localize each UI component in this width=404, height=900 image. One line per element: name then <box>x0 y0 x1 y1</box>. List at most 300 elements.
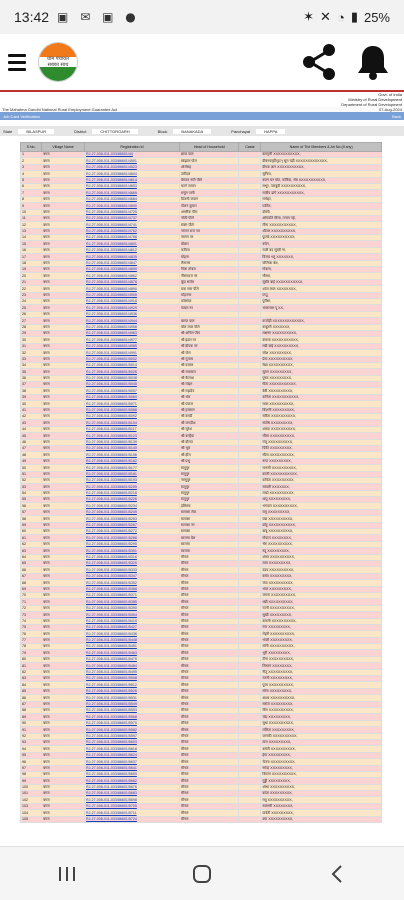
cell-regid[interactable]: RJ-27-008-011-033/86601/5676 <box>84 784 179 790</box>
cell-regid[interactable]: RJ-27-008-011-033/86601/5045 <box>84 382 179 388</box>
cell-members: सरोज XXXXXXXXX, <box>261 701 382 707</box>
cell-village: बगरा <box>42 554 85 560</box>
cell-head: मीनल <box>179 688 239 694</box>
cell-head: सलासा <box>179 529 239 535</box>
cell-sno: 63 <box>21 548 42 554</box>
cell-head: श्री प्रभु <box>179 458 239 464</box>
cell-regid[interactable]: RJ-27-008-011-033/86601/5568 <box>84 714 179 720</box>
cell-head: नरलन नर <box>179 235 239 241</box>
cell-head: मीनल <box>179 759 239 765</box>
cell-sno: 30 <box>21 337 42 343</box>
cell-members: पुष्पा XXXXXXXXX, <box>261 375 382 381</box>
cell-head: श्री दौलत <box>179 439 239 445</box>
cell-village: बगरा <box>42 535 85 541</box>
cell-head: पाबल नर <box>179 305 239 311</box>
cell-head: मीनल <box>179 695 239 701</box>
cell-village: बगरा <box>42 279 85 285</box>
cell-members: दीबनवसृति(ह?) सुम चड़ी XXXXXXXXXXXXX, <box>261 158 382 164</box>
cell-village: बगरा <box>42 433 85 439</box>
cell-regid[interactable]: RJ-27-008-011-033/86601/4918 <box>84 298 179 304</box>
cell-regid[interactable]: RJ-27-008-011-033/86601/5002 <box>84 356 179 362</box>
cell-members: विजय भटू XXXXXXX, <box>261 254 382 260</box>
cell-regid[interactable]: RJ-27-008-011-033/86601/5218 <box>84 490 179 496</box>
signal-icon: ✶ <box>303 9 315 24</box>
cell-head: मीनल <box>179 663 239 669</box>
cell-regid[interactable]: RJ-27-008-011-033/86601/5624 <box>84 752 179 758</box>
panchayat-label: Panchayat <box>231 128 251 134</box>
cell-village: बगरा <box>42 394 85 400</box>
cell-regid[interactable]: RJ-27-008-011-033/86601/5451 <box>84 644 179 650</box>
cell-regid[interactable]: RJ-27-008-011-033/86601/5057 <box>84 388 179 394</box>
cell-regid[interactable]: RJ-27-008-011-033/86601/5301 <box>84 548 179 554</box>
cell-members: बेबी XXXXXXXXXX, <box>261 388 382 394</box>
cell-regid[interactable]: RJ-27-008-011-033/86601/5419 <box>84 618 179 624</box>
cell-regid[interactable]: RJ-27-008-011-033/86601/5427 <box>84 624 179 630</box>
cell-village: बगरा <box>42 465 85 471</box>
cell-village: बगरा <box>42 203 85 209</box>
cell-head: पिला तोबरा <box>179 267 239 273</box>
cell-regid[interactable]: RJ-27-008-011-033/86601/4936 <box>84 311 179 317</box>
cell-regid[interactable]: RJ-27-008-011-033/86601/4741 <box>84 222 179 228</box>
cell-head: मीनल <box>179 599 239 605</box>
cell-regid[interactable]: RJ-27-008-011-033/86601/4501 <box>84 158 179 164</box>
cell-members: सूनिता, <box>261 171 382 177</box>
cell-members: भंवरी XXXXXXXXX, <box>261 637 382 643</box>
cell-regid[interactable]: RJ-27-008-011-033/86601/5705 <box>84 803 179 809</box>
cell-regid[interactable]: RJ-27-008-011-033/86601/5526 <box>84 688 179 694</box>
cell-village: बगरा <box>42 471 85 477</box>
cell-sno: 14 <box>21 235 42 241</box>
cell-sno: 45 <box>21 433 42 439</box>
cell-regid[interactable]: RJ-27-008-011-033/86601/5193 <box>84 477 179 483</box>
cell-sno: 78 <box>21 644 42 650</box>
cell-head: सलुपुर <box>179 497 239 503</box>
cell-members: रामा XXXXXXXXX, <box>261 561 382 567</box>
cell-members: गीता XXXXXXXXXXX, <box>261 382 382 388</box>
cell-village: बगरा <box>42 350 85 356</box>
logo-line-2: सबका साथ <box>47 62 69 68</box>
cell-sno: 72 <box>21 605 42 611</box>
cell-regid[interactable]: RJ-27-008-011-033/86601/5205 <box>84 484 179 490</box>
cell-head: सालमा बेल <box>179 535 239 541</box>
cell-members: सिमरन XXXXXXXX, <box>261 663 382 669</box>
cell-regid[interactable]: RJ-27-008-011-033/86601/5404 <box>84 612 179 618</box>
cell-head: मीनल <box>179 752 239 758</box>
cell-members: चंदा XXXXXXXXX, <box>261 714 382 720</box>
cell-head: श्री दरबार <box>179 362 239 368</box>
cell-regid[interactable]: RJ-27-008-011-033/86601/5320 <box>84 561 179 567</box>
cell-members: लक्ष्मण XXXXXXXXXX, <box>261 330 382 336</box>
cell-regid[interactable]: RJ-27-008-011-033/86601/5436 <box>84 631 179 637</box>
cell-sno: 68 <box>21 580 42 586</box>
cell-members: पकील, <box>261 203 382 209</box>
cell-members: लीला XXXXXXXXXX, <box>261 433 382 439</box>
cell-village: बगरा <box>42 183 85 189</box>
cell-members: पुरीसा, <box>261 298 382 304</box>
cell-village: बगरा <box>42 196 85 202</box>
cell-village: बगरा <box>42 414 85 420</box>
cell-regid[interactable]: RJ-27-008-011-033/86601/5371 <box>84 592 179 598</box>
cell-regid[interactable]: RJ-27-008-011-033/86601/5385 <box>84 599 179 605</box>
cell-members: राजीव ढांगे XXXXXXXXXXX, <box>261 190 382 196</box>
cell-sno: 74 <box>21 618 42 624</box>
cell-regid[interactable]: RJ-27-008-011-033/86601/4944 <box>84 318 179 324</box>
cell-sno: 9 <box>21 203 42 209</box>
cell-regid[interactable]: RJ-27-008-011-033/86601/4859 <box>84 267 179 273</box>
cell-sno: 100 <box>21 784 42 790</box>
share-icon[interactable] <box>300 43 338 81</box>
cell-regid[interactable]: RJ-27-008-011-033/86601/5234 <box>84 503 179 509</box>
cell-sno: 77 <box>21 637 42 643</box>
cell-members: सांवली XXXXXXX, <box>261 484 382 490</box>
recents-button[interactable] <box>47 859 87 889</box>
cell-village: बगरा <box>42 286 85 292</box>
cell-regid[interactable]: RJ-27-008-011-033/86601/4653 <box>84 183 179 189</box>
cell-members: कांता XXXXXXXXX, <box>261 791 382 797</box>
cell-regid[interactable]: RJ-27-008-011-033/86601/4929 <box>84 305 179 311</box>
cell-sno: 2 <box>21 158 42 164</box>
cell-sno: 8 <box>21 196 42 202</box>
cell-regid[interactable]: RJ-27-008-011-033/86601/5088 <box>84 407 179 413</box>
cell-head: श्री रामलाल <box>179 369 239 375</box>
cell-regid[interactable]: RJ-27-008-011-033/86601/5390 <box>84 605 179 611</box>
cell-members: दोस्ती, <box>261 209 382 215</box>
cell-regid[interactable]: RJ-27-008-011-033/86601/4523 <box>84 164 179 170</box>
cell-sno: 19 <box>21 267 42 273</box>
cell-regid[interactable]: RJ-27-008-011-033/86601/5026 <box>84 369 179 375</box>
cell-sno: 43 <box>21 420 42 426</box>
notification-icons: ▣ ✉ ▣ ● <box>57 10 140 24</box>
cell-regid[interactable]: RJ-27-008-011-033/86601/4905 <box>84 292 179 298</box>
cell-sno: 38 <box>21 388 42 394</box>
cell-village: बगरा <box>42 337 85 343</box>
cell-village: बगरा <box>42 324 85 330</box>
cell-sno: 80 <box>21 656 42 662</box>
cell-regid[interactable]: RJ-27-008-011-033/86601/5123 <box>84 433 179 439</box>
cell-village: बगरा <box>42 407 85 413</box>
cell-village: बगरा <box>42 445 85 451</box>
cell-members: चंपा XXXXXXXXXX, <box>261 580 382 586</box>
cell-members: रतनी XXXXXXXXXX, <box>261 605 382 611</box>
cell-members: सरिता XXXXXXXXXX, <box>261 414 382 420</box>
cell-regid[interactable]: RJ-27-008-011-033/86601/5295 <box>84 541 179 547</box>
cell-regid[interactable]: RJ-27-008-011-033/86601/5570 <box>84 720 179 726</box>
cell-members: जानकी XXXXXXXXXX, <box>261 733 382 739</box>
cell-head: पोलन कुमार <box>179 203 239 209</box>
cell-village: बगरा <box>42 682 85 688</box>
cell-head: मीनल <box>179 644 239 650</box>
cell-members: शीतल XXXXXXXXXX, <box>261 228 382 234</box>
cell-regid[interactable]: RJ-27-008-011-033/86601/4991 <box>84 350 179 356</box>
cell-members: दीपक ज्ञान XXXXXXXXXXX, <box>261 164 382 170</box>
cell-regid[interactable]: RJ-27-008-011-033/86601/5347 <box>84 573 179 579</box>
cell-members: संतोष XXXXXXXXX, <box>261 420 382 426</box>
cell-head: बराज पाल <box>179 318 239 324</box>
cell-village: बगरा <box>42 420 85 426</box>
cell-head: मीनल <box>179 618 239 624</box>
back-button[interactable] <box>317 859 357 889</box>
cell-sno: 17 <box>21 254 42 260</box>
cell-regid[interactable]: RJ-27-008-011-033/86601/5104 <box>84 420 179 426</box>
cell-regid[interactable]: RJ-27-008-011-033/86601/5092 <box>84 414 179 420</box>
cell-village: बगरा <box>42 318 85 324</box>
cell-village: बगरा <box>42 401 85 407</box>
cell-village: बगरा <box>42 765 85 771</box>
cell-village: बगरा <box>42 222 85 228</box>
cell-regid[interactable]: RJ-27-008-011-033/86601/5448 <box>84 637 179 643</box>
cell-village: बगरा <box>42 644 85 650</box>
system-nav-bar <box>0 846 404 900</box>
cell-head: मीनल <box>179 797 239 803</box>
cell-members: पन्ना XXXXXXXXXX, <box>261 516 382 522</box>
web-view[interactable] <box>0 90 404 846</box>
cell-regid[interactable]: RJ-27-008-011-033/86601/5582 <box>84 727 179 733</box>
cell-regid[interactable]: RJ-27-008-011-033/86601/4801 <box>84 241 179 247</box>
cell-members: सोना XXXXXXXXX, <box>261 688 382 694</box>
cell-regid[interactable]: RJ-27-008-011-033/86601/5368 <box>84 586 179 592</box>
cell-regid[interactable]: RJ-27-008-011-033/86601/5531 <box>84 695 179 701</box>
cell-sno: 15 <box>21 241 42 247</box>
cell-head: सलासा नर <box>179 522 239 528</box>
cell-regid[interactable]: RJ-27-008-011-033/86601/5641 <box>84 765 179 771</box>
cell-members: जमना XXXXXXXXXX, <box>261 592 382 598</box>
gov-header <box>0 92 404 107</box>
cell-regid[interactable]: RJ-27-008-011-033/86601/4684 <box>84 196 179 202</box>
cell-regid[interactable]: RJ-27-008-011-033/86601/5495 <box>84 669 179 675</box>
cell-sno: 95 <box>21 752 42 758</box>
cell-sno: 73 <box>21 612 42 618</box>
cell-members: मानसी XXXXXXXXXX, <box>261 465 382 471</box>
cell-head: सलुपुर <box>179 484 239 490</box>
cell-regid[interactable]: RJ-27-008-011-033/86601/5139 <box>84 439 179 445</box>
cell-members: सुमन XXXXXXXXX, <box>261 369 382 375</box>
cell-regid[interactable]: RJ-27-008-011-033/86601/5724 <box>84 816 179 822</box>
cell-village: बगरा <box>42 190 85 196</box>
cell-village: बगरा <box>42 241 85 247</box>
back-link[interactable]: Back <box>392 113 401 119</box>
cell-village: बगरा <box>42 215 85 221</box>
cell-regid[interactable]: RJ-27-008-011-033/86601/5711 <box>84 810 179 816</box>
cell-regid[interactable]: RJ-27-008-011-033/86601/5637 <box>84 759 179 765</box>
cell-village: बगरा <box>42 330 85 336</box>
cell-head: मीनल <box>179 803 239 809</box>
cell-members: लाडो XXXXXXXXXX, <box>261 490 382 496</box>
cell-sno: 66 <box>21 567 42 573</box>
col-members: Name of The Members & Ari No.(If any) <box>261 143 382 152</box>
cell-members: भगवान XXXXXXXXXX, <box>261 503 382 509</box>
cell-regid[interactable]: RJ-27-008-011-033/86601/5597 <box>84 733 179 739</box>
cell-regid[interactable]: RJ-27-008-011-033/86601/5683 <box>84 791 179 797</box>
cell-regid[interactable]: RJ-27-008-011-033/86601/4963 <box>84 330 179 336</box>
cell-head: सालमा <box>179 548 239 554</box>
cell-regid[interactable]: RJ-27-008-011-033/86601/4878 <box>84 279 179 285</box>
cell-regid[interactable]: RJ-27-008-011-033/86601/5553 <box>84 707 179 713</box>
cell-head: यत्रा नारा पीले <box>179 286 239 292</box>
cell-regid[interactable]: RJ-27-008-011-033/86601/5071 <box>84 401 179 407</box>
bell-icon[interactable] <box>356 43 390 81</box>
cell-village: बगरा <box>42 375 85 381</box>
cell-head: मीनल <box>179 637 239 643</box>
cell-regid[interactable]: RJ-27-008-011-033/86601/4890 <box>84 286 179 292</box>
cell-regid[interactable]: RJ-27-008-011-033/86601/5177 <box>84 465 179 471</box>
cell-head: श्री गुलाब <box>179 356 239 362</box>
cell-sno: 99 <box>21 778 42 784</box>
cell-regid[interactable]: RJ-27-008-011-033/86601/5140 <box>84 445 179 451</box>
cell-members: शांता लाल XXXXXXXX, <box>261 286 382 292</box>
cell-regid[interactable]: RJ-27-008-011-033/86601/5181 <box>84 471 179 477</box>
cell-regid[interactable]: RJ-27-008-011-033/86601/5156 <box>84 452 179 458</box>
cell-head: बोलार <box>179 241 239 247</box>
district-label: District <box>74 128 87 134</box>
battery-percent: 25% <box>363 9 390 25</box>
cell-regid[interactable]: RJ-27-008-011-033/86601/4725 <box>84 209 179 215</box>
cell-sno: 96 <box>21 759 42 765</box>
cell-regid[interactable]: RJ-27-008-011-033/86601/5316 <box>84 554 179 560</box>
page-date: 07-Aug-2024 <box>378 107 402 112</box>
gov-line-2: Ministry of Rural Development <box>348 97 402 102</box>
cell-regid[interactable]: RJ-27-008-011-033/86601/5659 <box>84 771 179 777</box>
cell-regid[interactable]: RJ-27-008-011-033/86601/4985 <box>84 343 179 349</box>
cell-sno: 1 <box>21 152 42 158</box>
cell-head: श्री भेरा <box>179 394 239 400</box>
jobcard-title: Job Card Verification <box>3 113 40 119</box>
cell-members: मीना XXXXXXXXXXX, <box>261 222 382 228</box>
cell-head: मीनल <box>179 784 239 790</box>
cell-head: मीनल <box>179 739 239 745</box>
cell-head: श्री अनिल पील <box>179 330 239 336</box>
cell-regid[interactable]: RJ-27-008-011-033/86601/4737 <box>84 215 179 221</box>
cell-regid[interactable]: RJ-27-008-011-033/86601/4835 <box>84 254 179 260</box>
cell-regid[interactable]: RJ-27-008-011-033/86601/5117 <box>84 426 179 432</box>
cell-regid[interactable]: RJ-27-008-011-033/86601/4788 <box>84 235 179 241</box>
cell-sno: 105 <box>21 816 42 822</box>
cell-members: बसंती XXXXXXXXXX, <box>261 746 382 752</box>
cell-sno: 54 <box>21 490 42 496</box>
cell-village: बगरा <box>42 784 85 790</box>
cell-regid[interactable]: RJ-27-008-011-033/86601/5479 <box>84 656 179 662</box>
cell-village: बगरा <box>42 663 85 669</box>
cell-regid[interactable]: RJ-27-008-011-033/86601/5618 <box>84 746 179 752</box>
cell-regid[interactable]: RJ-27-008-011-033/86601/4862 <box>84 273 179 279</box>
cell-regid[interactable]: RJ-27-008-011-033/86601/5069 <box>84 394 179 400</box>
home-icon <box>192 864 212 884</box>
cell-sno: 86 <box>21 695 42 701</box>
cell-village: बगरा <box>42 228 85 234</box>
cell-sno: 50 <box>21 465 42 471</box>
cell-head: मोहननर <box>179 292 239 298</box>
cell-regid[interactable]: RJ-27-008-011-033/86601/4762 <box>84 228 179 234</box>
cell-regid[interactable]: RJ-27-008-011-033/86601/4690 <box>84 203 179 209</box>
cell-members: रजनी XXXXXXXXX, <box>261 676 382 682</box>
cell-head: सचुंग पानी <box>179 190 239 196</box>
cell-regid[interactable]: RJ-27-008-011-033/86601/5226 <box>84 497 179 503</box>
cell-regid[interactable]: RJ-27-008-011-033/86601/5698 <box>84 797 179 803</box>
cell-head: मीनल <box>179 778 239 784</box>
cell-sno: 97 <box>21 765 42 771</box>
status-bar <box>0 0 404 34</box>
cell-head: मीनल <box>179 810 239 816</box>
cell-regid[interactable]: RJ-27-008-011-033/86601/5288 <box>84 535 179 541</box>
cell-regid[interactable]: RJ-27-008-011-033/86601/4812 <box>84 247 179 253</box>
cell-sno: 91 <box>21 727 42 733</box>
cell-sno: 82 <box>21 669 42 675</box>
cell-regid[interactable]: RJ-27-008-011-033/86601/4977 <box>84 337 179 343</box>
cell-regid[interactable]: RJ-27-008-011-033/86601/5249 <box>84 509 179 515</box>
cell-sno: 71 <box>21 599 42 605</box>
cell-regid[interactable]: RJ-27-008-011-033/86601/5272 <box>84 529 179 535</box>
mute-icon: ✕ <box>320 9 331 24</box>
cell-members: कनिता XXXXXXXXXXX, <box>261 394 382 400</box>
cell-regid[interactable]: RJ-27-008-011-033/86601/4604 <box>84 171 179 177</box>
cell-village: बगरा <box>42 599 85 605</box>
cell-head: लैनासर <box>179 260 239 266</box>
cell-members: पूजा XXXXXXXXXX, <box>261 682 382 688</box>
cell-regid[interactable]: RJ-27-008-011-033/86601/5603 <box>84 739 179 745</box>
cell-regid[interactable]: RJ-27-008-011-033/86601/4669 <box>84 190 179 196</box>
gov-line-1: Govt. of India <box>378 92 402 97</box>
cell-sno: 4 <box>21 171 42 177</box>
cell-members: लेहरी XXXXXXXXXX, <box>261 631 382 637</box>
menu-icon[interactable] <box>8 50 26 75</box>
cell-village: बगरा <box>42 177 85 183</box>
cell-regid[interactable]: RJ-27-008-011-033/86601/4614 <box>84 177 179 183</box>
cell-members: हेमा XXXXXXXXX, <box>261 752 382 758</box>
cell-members: चेतना XXXXXXXXXX, <box>261 759 382 765</box>
cell-regid[interactable]: RJ-27-008-011-033/86601/4847 <box>84 260 179 266</box>
cell-regid[interactable]: RJ-27-008-011-033/86601/4958 <box>84 324 179 330</box>
cell-regid[interactable]: RJ-27-008-011-033/86601/5549 <box>84 701 179 707</box>
cell-village: बगरा <box>42 388 85 394</box>
cell-regid[interactable]: RJ-27-008-011-033/86601/5014 <box>84 362 179 368</box>
cell-village: बगरा <box>42 426 85 432</box>
cell-head: मीनल <box>179 592 239 598</box>
cell-members: किशनी XXXXXXXXX, <box>261 407 382 413</box>
cell-regid[interactable]: RJ-27-008-011-033/86601/44 <box>84 152 179 158</box>
cell-regid[interactable]: RJ-27-008-011-033/86601/5333 <box>84 567 179 573</box>
cell-regid[interactable]: RJ-27-008-011-033/86601/5038 <box>84 375 179 381</box>
cell-head: मीनल <box>179 816 239 822</box>
cell-village: बगरा <box>42 292 85 298</box>
cell-village: बगरा <box>42 343 85 349</box>
cell-head: श्री कैलाश <box>179 375 239 381</box>
cell-head: मीनल <box>179 554 239 560</box>
cell-head: श्री जगदीश <box>179 420 239 426</box>
cell-regid[interactable]: RJ-27-008-011-033/86601/5267 <box>84 522 179 528</box>
cell-village: बगरा <box>42 490 85 496</box>
cell-village: बगरा <box>42 164 85 170</box>
cell-village: बगरा <box>42 298 85 304</box>
cell-head: मीनल <box>179 701 239 707</box>
cell-members: आशा XXXXXXXXXX, <box>261 695 382 701</box>
cell-village: बगरा <box>42 759 85 765</box>
cell-regid[interactable]: RJ-27-008-011-033/86601/5508 <box>84 676 179 682</box>
cell-sno: 18 <box>21 260 42 266</box>
cell-sno: 65 <box>21 561 42 567</box>
cell-regid[interactable]: RJ-27-008-011-033/86601/5162 <box>84 458 179 464</box>
cell-regid[interactable]: RJ-27-008-011-033/86601/5352 <box>84 580 179 586</box>
cell-village: बगरा <box>42 529 85 535</box>
cell-members: फूलदे XXXXXXXXXX, <box>261 235 382 241</box>
cell-sno: 79 <box>21 650 42 656</box>
home-button[interactable] <box>182 859 222 889</box>
cell-regid[interactable]: RJ-27-008-011-033/86601/5484 <box>84 663 179 669</box>
cell-regid[interactable]: RJ-27-008-011-033/86601/5662 <box>84 778 179 784</box>
cell-regid[interactable]: RJ-27-008-011-033/86601/5253 <box>84 516 179 522</box>
cell-members: कबूतरी XXXXXXX, <box>261 324 382 330</box>
cell-regid[interactable]: RJ-27-008-011-033/86601/5463 <box>84 650 179 656</box>
cell-regid[interactable]: RJ-27-008-011-033/86601/5512 <box>84 682 179 688</box>
act-title: The Mahatma Gandhi National Rural Employment Guarantee Act <box>2 107 118 112</box>
